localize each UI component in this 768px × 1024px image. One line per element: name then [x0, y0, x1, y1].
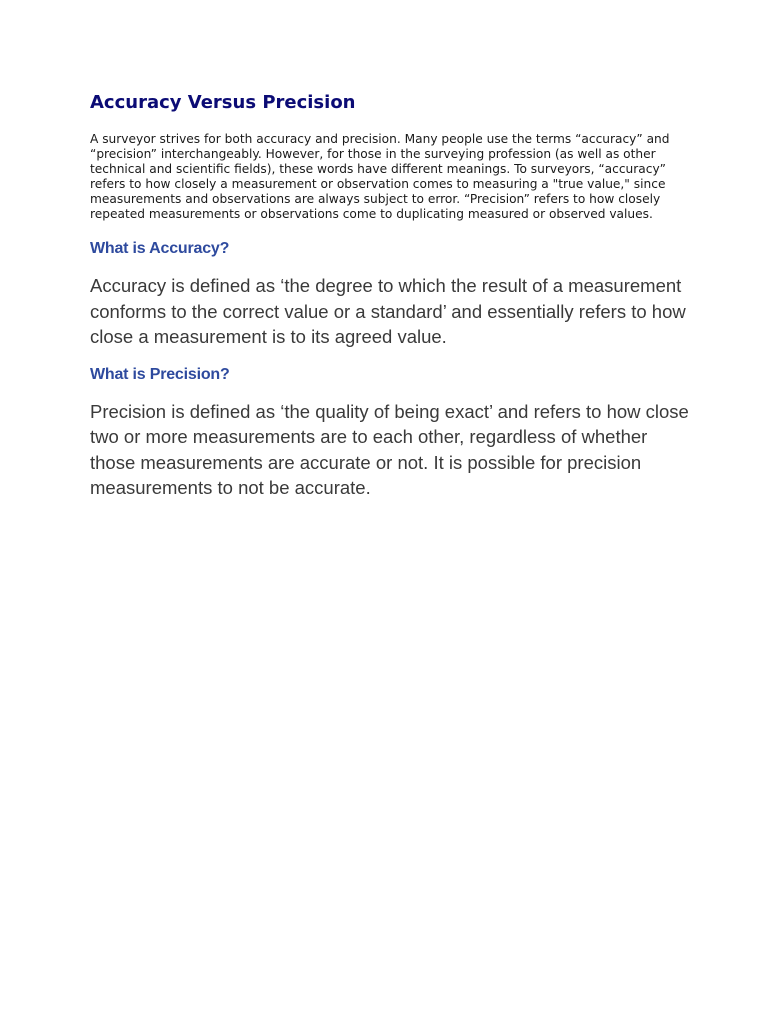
page-title: Accuracy Versus Precision: [90, 92, 356, 113]
intro-paragraph: A surveyor strives for both accuracy and precision. Many people use the terms “accuracy” and “precision” interchangeably. However, for those in the surveying profession (as well as other technical and scientific fields), these words have different meanings. To surveyors, “accuracy” refers to how closely a measurement or observation comes to measuring a "true value," since measurements and observations are always subject to error. “Precision” refers to how closely repeated measurements or observations come to duplicating measured or observed values.: [90, 132, 670, 221]
section-body-accuracy: Accuracy is defined as ‘the degree to which the result of a measurement conforms to the correct value or a standard’ and essentially refers to how close a measurement is to its agreed value.: [90, 275, 686, 347]
section-heading-precision: What is Precision?: [90, 365, 230, 383]
section-body-precision: Precision is defined as ‘the quality of being exact’ and refers to how close two or more measurements are to each other, regardless of whether those measurements are accurate or not. It is possible for precision measurements to not be accurate.: [90, 400, 689, 498]
section-heading-accuracy: What is Accuracy?: [90, 240, 230, 257]
document-page: [90, 91, 690, 501]
